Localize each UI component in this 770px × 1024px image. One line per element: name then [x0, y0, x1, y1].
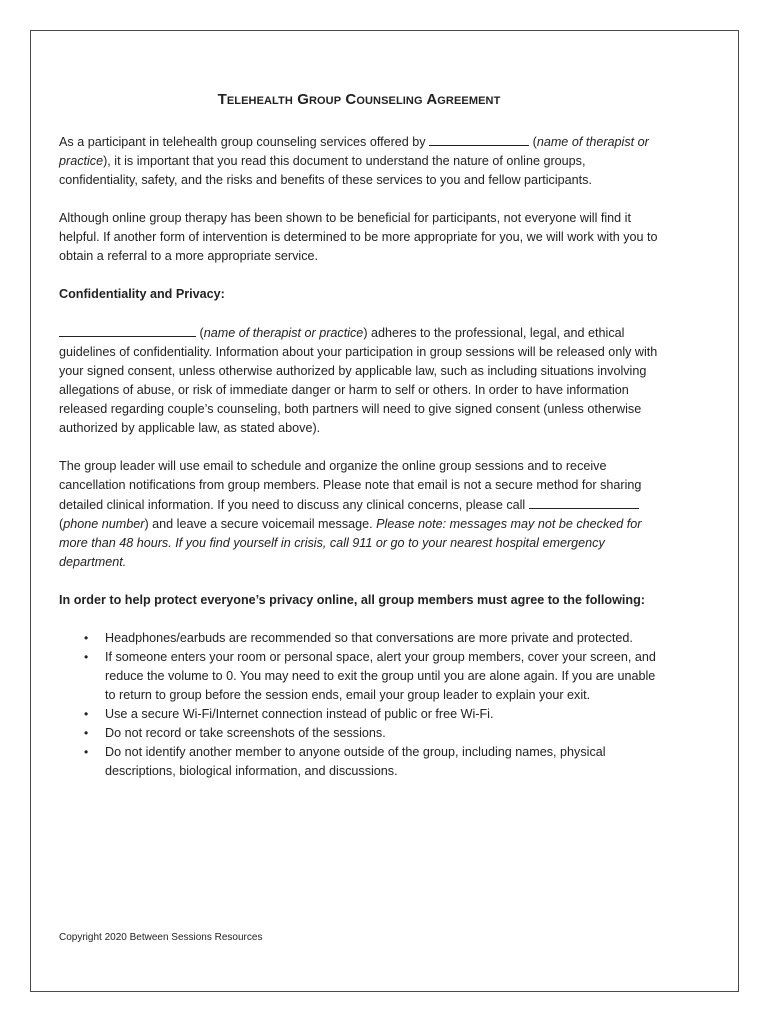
practice-name-blank[interactable]	[59, 323, 196, 337]
list-item	[59, 629, 659, 648]
bullet-icon: •	[84, 726, 89, 740]
therapist-name-blank[interactable]	[429, 132, 529, 146]
confidentiality-paragraph: (name of therapist or practice) adheres to the professional, legal, and ethical guidelines of confidentiality. Information about your participation in group sessions will be released only with your signed consent, unless otherwise authorized by applicable law, such as including situations involving allegations of abuse, or risk of immediate danger or harm to self or others. In order to have information released regarding couple’s counseling, both partners will need to give signed consent (unless otherwise authorized by applicable law, as stated above).	[59, 323, 659, 438]
email-paragraph: The group leader will use email to schedule and organize the online group sessions and to receive cancellation notifications from group members. Please note that email is not a secure method for sharing detailed clinical information. If you need to discuss any clinical concerns, please call (phone number) and leave a secure voicemail message. Please note: messages may not be checked for more than 48 hours. If you find yourself in crisis, call 911 or go to your nearest hospital emergency department.	[59, 459, 642, 569]
bullet-icon: •	[84, 650, 89, 664]
rule-text: If someone enters your room or personal space, alert your group members, cover your screen, and reduce the volume to 0. You may need to exit the group until you are alone again. If you are unable to return to group before the session ends, email your group leader to explain your exit.	[105, 650, 656, 702]
rule-text: Do not record or take screenshots of the sessions.	[105, 726, 386, 740]
bullet-icon: •	[84, 707, 89, 721]
email-text-2: ) and leave a secure voicemail message.	[144, 517, 377, 531]
copyright-footer: Copyright 2020 Between Sessions Resources	[59, 932, 263, 943]
list-item	[59, 743, 659, 781]
rule-text: Headphones/earbuds are recommended so that conversations are more private and protected.	[105, 631, 633, 645]
list-item	[59, 705, 659, 724]
paragraph-referral: Although online group therapy has been shown to be beneficial for participants, not everyone will find it helpful. If another form of intervention is determined to be more appropriate for you, we will work with you to obtain a referral to a more appropriate service.	[59, 211, 658, 263]
rule-text: Use a secure Wi-Fi/Internet connection instead of public or free Wi-Fi.	[105, 707, 494, 721]
intro-hint: name of therapist or practice	[59, 135, 649, 168]
list-item	[59, 648, 659, 705]
email-hint: phone number	[63, 517, 145, 531]
bullet-icon: •	[84, 745, 89, 759]
phone-number-blank[interactable]	[529, 495, 639, 509]
confidentiality-heading: Confidentiality and Privacy:	[59, 287, 225, 301]
intro-text-1: As a participant in telehealth group counseling services offered by	[59, 135, 430, 149]
confidentiality-text: ) adheres to the professional, legal, and ethical guidelines of confidentiality. Information about your participation in group sessions will be released only with your signed consent, unless otherwise authorized by applicable law, such as including situations involving allegations of abuse, or risk of immediate danger or harm to self or others. In order to have information released regarding couple’s counseling, both partners will need to give signed consent (unless otherwise authorized by applicable law, as stated above).	[59, 326, 658, 435]
crisis-note: Please note: messages may not be checked for more than 48 hours. If you find yourself in crisis, call 911 or go to your nearest hospital emergency department.	[59, 517, 642, 569]
bullet-icon: •	[84, 631, 89, 645]
intro-paragraph: As a participant in telehealth group counseling services offered by (name of therapist or practice), it is important that you read this document to understand the nature of online groups, confidentiality, safety, and the risks and benefits of these services to you and fellow participants.	[59, 132, 659, 190]
document-title: Telehealth Group Counseling Agreement	[217, 91, 501, 108]
privacy-rules-list	[59, 629, 659, 781]
document-body	[59, 90, 659, 781]
email-text-1: The group leader will use email to schedule and organize the online group sessions and to receive cancellation notifications from group members. Please note that email is not a secure method for sharing detailed clinical information. If you need to discuss any clinical concerns, please call	[59, 459, 642, 512]
intro-text-2: ), it is important that you read this document to understand the nature of online groups, confidentiality, safety, and the risks and benefits of these services to you and fellow participants.	[59, 154, 592, 187]
confidentiality-hint: name of therapist or practice	[203, 326, 364, 340]
privacy-heading: In order to help protect everyone’s privacy online, all group members must agree to the following:	[59, 593, 645, 607]
rule-text: Do not identify another member to anyone outside of the group, including names, physical descriptions, biological information, and discussions.	[105, 745, 606, 778]
list-item	[59, 724, 659, 743]
